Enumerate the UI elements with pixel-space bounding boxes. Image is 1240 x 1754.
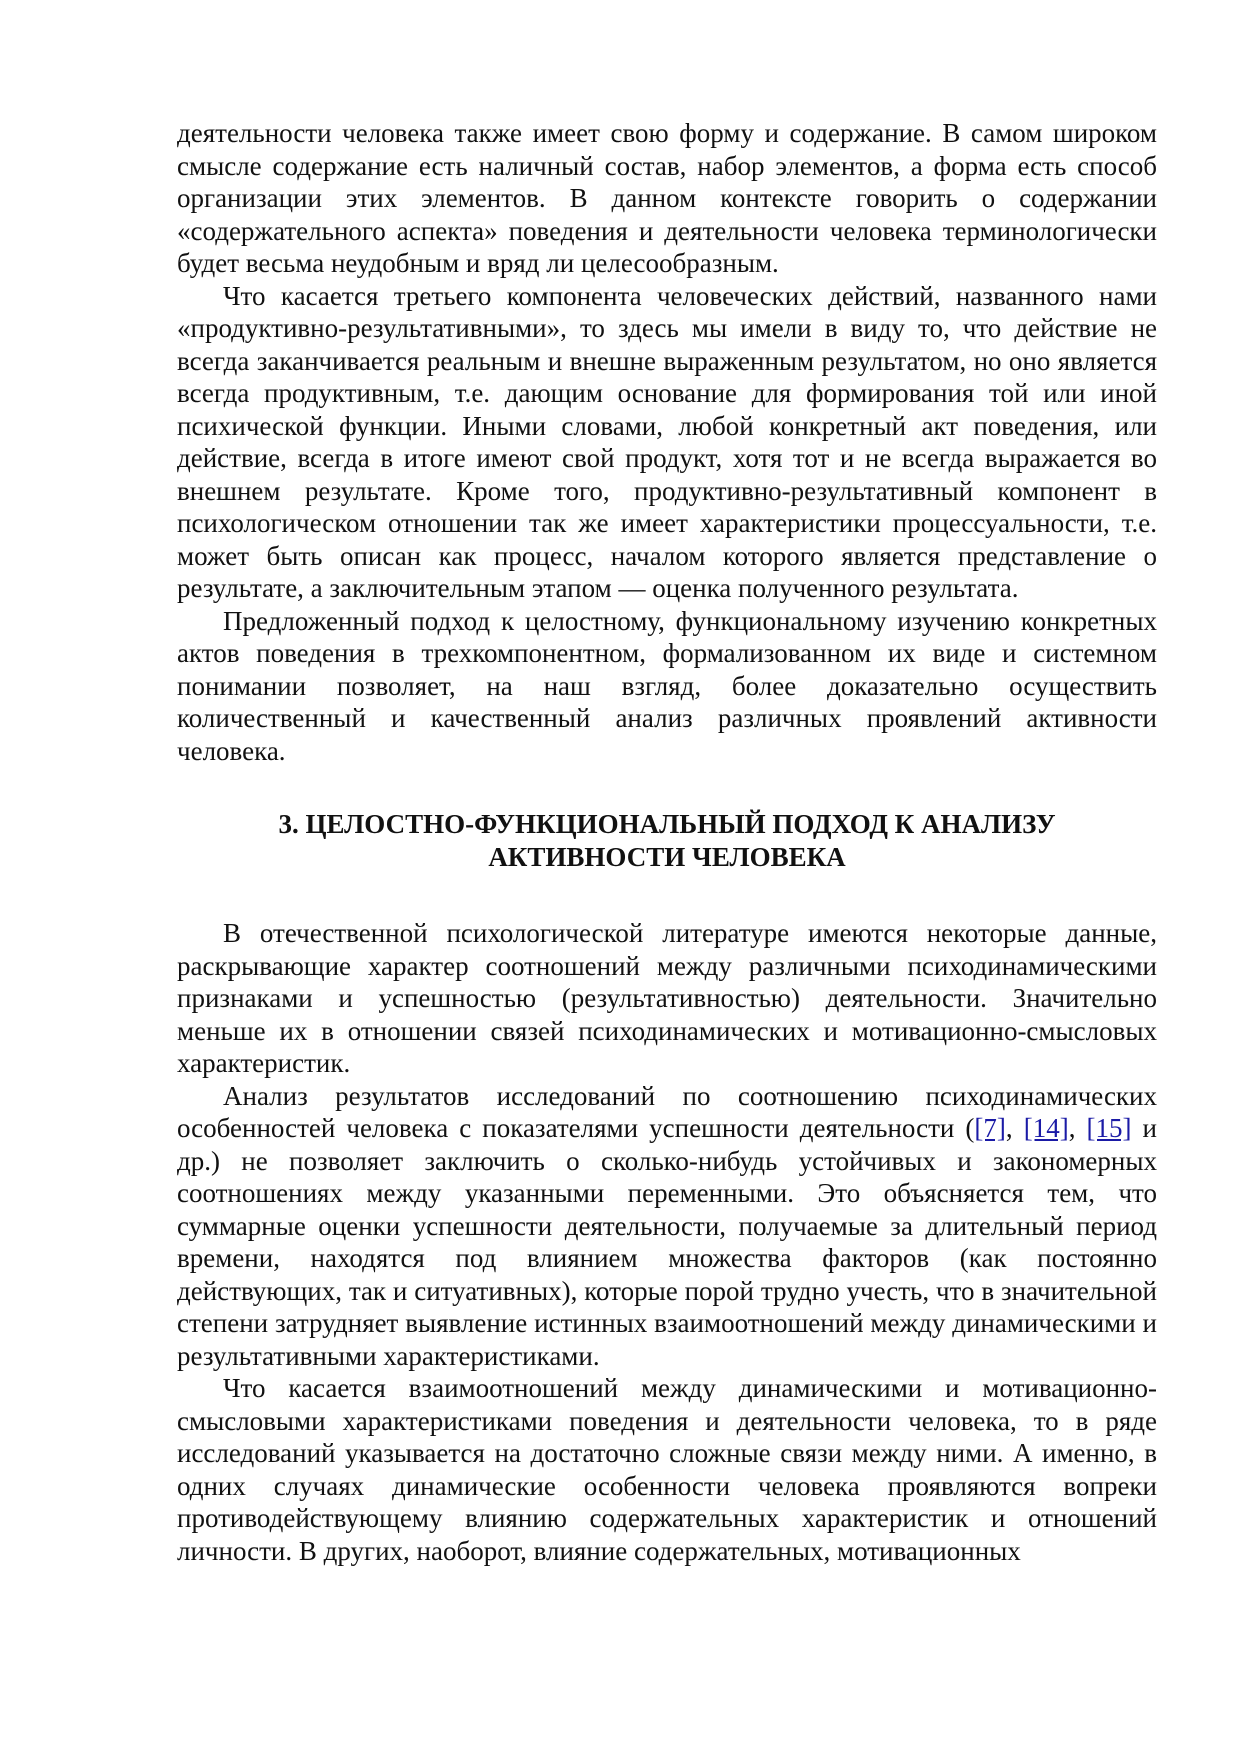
document-page: [177, 117, 1157, 1567]
paragraph-continuation: деятельности человека также имеет свою форму и содержание. В самом широком смысле содержание есть наличный состав, набор элементов, а форма есть способ организации этих элементов. В данном контексте говорить о содержании «содержательного аспекта» поведения и деятельности человека терминологически будет весьма неудобным и вряд ли целесообразным.: [177, 118, 1157, 278]
section-heading: [177, 808, 1157, 873]
paragraph-relationships: Что касается взаимоотношений между динамическими и мотивационно-смысловыми характеристиками поведения и деятельности человека, то в ряде исследований указывается на достаточно сложные связи между ними. А именно, в одних случаях динамические особенности человека проявляются вопреки противодействующему влиянию содержательных характеристик и отношений личности. В других, наоборот, влияние содержательных, мотивационных: [177, 1373, 1157, 1566]
paragraph-literature: В отечественной психологической литературе имеются некоторые данные, раскрывающие характер соотношений между различными психодинамическими признаками и успешностью (результативностью) деятельности. Значительно меньше их в отношении связей психодинамических и мотивационно-смысловых характеристик.: [177, 918, 1157, 1078]
reference-link-7[interactable]: [7]: [974, 1113, 1006, 1143]
paragraph-third-component: Что касается третьего компонента человеческих действий, названного нами «продуктивно-результативными», то здесь мы имели в виду то, что действие не всегда заканчивается реальным и внешне выраженным результатом, но оно является всегда продуктивным, т.е. дающим основание для формирования той или иной психической функции. Иными словами, любой конкретный акт поведения, или действие, всегда в итоге имеют свой продукт, хотя тот и не всегда выражается во внешнем результате. Кроме того, продуктивно-результативный компонент в психологическом отношении так же имеет характеристики процессуальности, т.е. может быть описан как процесс, началом которого является представление о результате, а заключительным этапом — оценка полученного результата.: [177, 280, 1157, 603]
section-heading-line-1: 3. ЦЕЛОСТНО-ФУНКЦИОНАЛЬНЫЙ ПОДХОД К АНАЛИЗУ: [278, 809, 1056, 839]
reference-link-15[interactable]: [15]: [1086, 1113, 1132, 1143]
paragraph-proposed-approach: Предложенный подход к целостному, функциональному изучению конкретных актов поведения в трехкомпонентном, формализованном их виде и системном понимании позволяет, на наш взгляд, более доказательно осуществить количественный и качественный анализ различных проявлений активности человека.: [177, 605, 1157, 766]
ref-separator: ,: [1068, 1113, 1087, 1143]
paragraph-analysis-with-references: [177, 1080, 1157, 1373]
paragraph-text-after-refs: и др.) не позволяет заключить о сколько-нибудь устойчивых и закономерных соотношениях между указанными переменными. Это объясняется тем, что суммарные оценки успешности деятельности, получаемые за длительный период времени, находятся под влиянием множества факторов (как постоянно действующих, так и ситуативных), которые порой трудно учесть, что в значительной степени затрудняет выявление истинных взаимоотношений между динамическими и результативными характеристиками.: [177, 1113, 1157, 1371]
paragraph-text-before-refs: Анализ результатов исследований по соотношению психодинамических особенностей человека с показателями успешности деятельности (: [177, 1080, 1157, 1143]
reference-link-14[interactable]: [14]: [1023, 1113, 1069, 1143]
section-heading-line-2: АКТИВНОСТИ ЧЕЛОВЕКА: [488, 841, 846, 872]
ref-separator: ,: [1005, 1113, 1024, 1143]
